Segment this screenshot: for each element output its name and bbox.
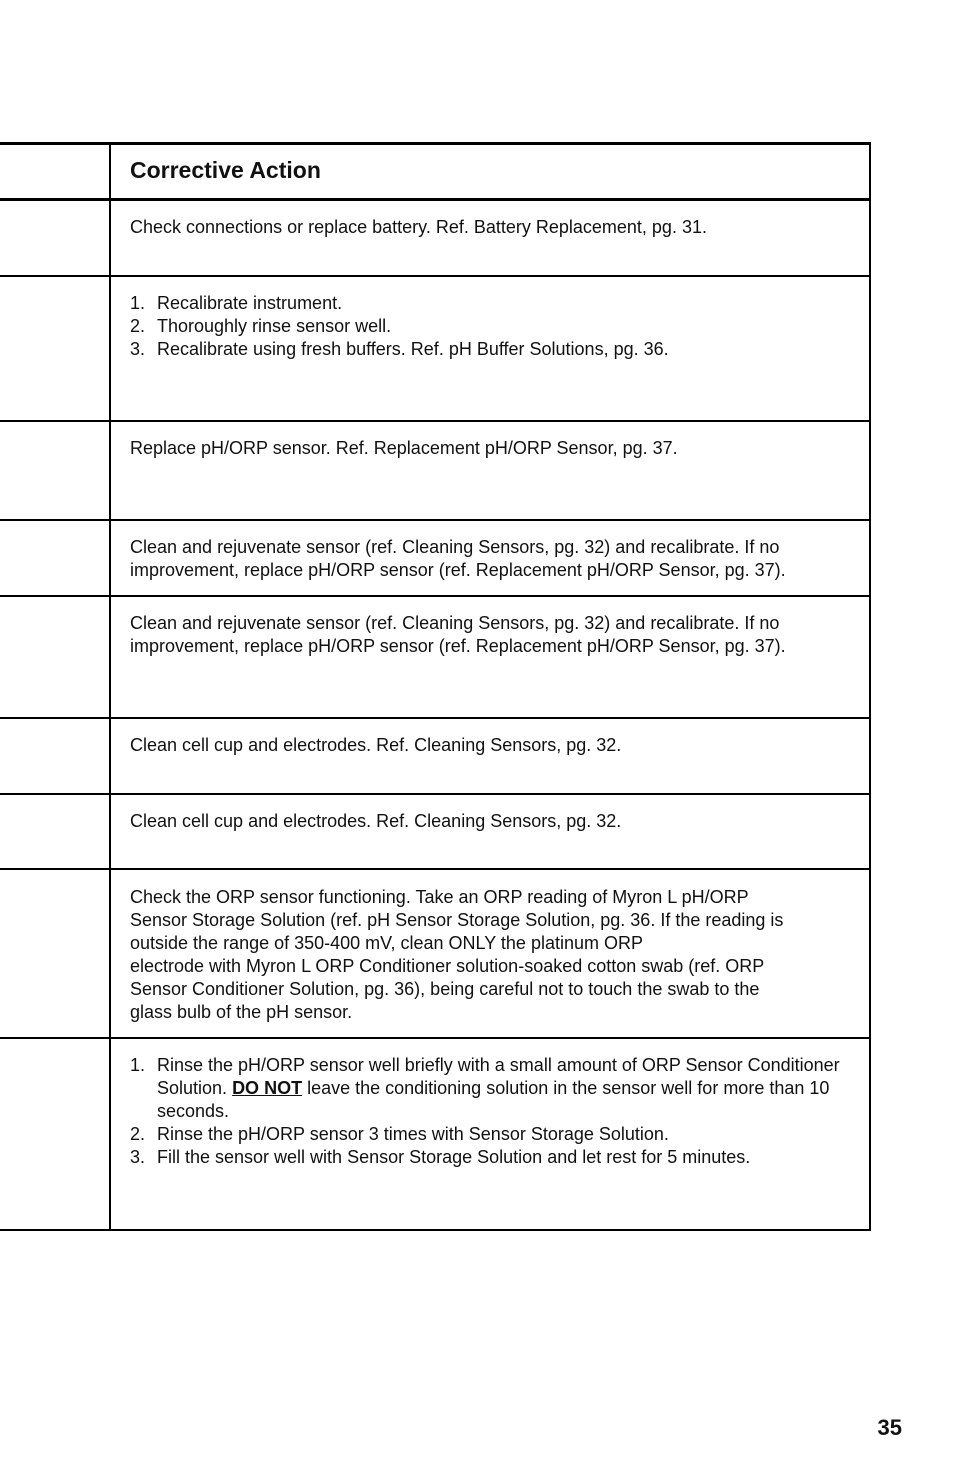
left-cell (0, 422, 111, 519)
left-cell (0, 277, 111, 420)
table-row (0, 1039, 869, 1229)
list-item (130, 1123, 849, 1146)
table-row (0, 795, 869, 870)
step-number: 2. (130, 1124, 146, 1144)
action-text-line: Sensor Conditioner Solution, pg. 36), being careful not to touch the swab to the (130, 979, 760, 999)
action-text-line: Sensor Storage Solution (ref. pH Sensor Storage Solution, pg. 36. If the reading is (130, 910, 784, 930)
header-left-cell (0, 145, 111, 198)
page-number: 35 (877, 1415, 902, 1440)
left-cell (0, 1039, 111, 1229)
action-cell (111, 597, 869, 717)
step-text-part: leave the conditioning solution in the sensor well for more than 10 seconds. (157, 1078, 830, 1121)
action-text: Replace pH/ORP sensor. Ref. Replacement pH/ORP Sensor, pg. 37. (130, 438, 678, 458)
action-cell (111, 1039, 869, 1229)
step-text: Fill the sensor well with Sensor Storage Solution and let rest for 5 minutes. (157, 1147, 751, 1167)
action-text-line: electrode with Myron L ORP Conditioner solution-soaked cotton swab (ref. ORP (130, 956, 765, 976)
list-item (130, 1146, 849, 1169)
action-text: Clean cell cup and electrodes. Ref. Cleaning Sensors, pg. 32. (130, 735, 622, 755)
table-header-row (0, 145, 869, 201)
action-text-line: outside the range of 350-400 mV, clean ONLY the platinum ORP (130, 933, 643, 953)
step-text: Rinse the pH/ORP sensor 3 times with Sensor Storage Solution. (157, 1124, 669, 1144)
step-text: Recalibrate instrument. (157, 293, 343, 313)
left-cell (0, 521, 111, 595)
list-item (130, 315, 849, 338)
left-cell (0, 795, 111, 868)
step-list (130, 292, 849, 361)
left-cell (0, 597, 111, 717)
action-text-line: Check the ORP sensor functioning. Take an ORP reading of Myron L pH/ORP (130, 887, 749, 907)
action-cell (111, 422, 869, 519)
action-cell (111, 201, 869, 275)
action-cell (111, 277, 869, 420)
action-text-line: glass bulb of the pH sensor. (130, 1002, 353, 1022)
action-cell (111, 521, 869, 595)
action-cell (111, 795, 869, 868)
list-item (130, 338, 849, 361)
step-number: 1. (130, 1055, 146, 1075)
left-cell (0, 719, 111, 793)
step-number: 3. (130, 1147, 146, 1167)
action-cell (111, 870, 869, 1037)
step-number: 1. (130, 293, 146, 313)
list-item (130, 292, 849, 315)
left-cell (0, 870, 111, 1037)
step-text: Thoroughly rinse sensor well. (157, 316, 392, 336)
table-row (0, 597, 869, 719)
list-item (130, 1054, 849, 1123)
action-text: Clean and rejuvenate sensor (ref. Cleaning Sensors, pg. 32) and recalibrate. If no improvement, replace pH/ORP sensor (ref. Replacement pH/ORP Sensor, pg. 37). (130, 537, 786, 580)
table-row (0, 277, 869, 422)
table-row (0, 201, 869, 277)
action-cell (111, 719, 869, 793)
table-row (0, 719, 869, 795)
step-text (157, 1054, 849, 1123)
step-number: 2. (130, 316, 146, 336)
corrective-action-heading: Corrective Action (130, 157, 321, 183)
do-not-emphasis: DO NOT (232, 1078, 303, 1098)
step-number: 3. (130, 339, 146, 359)
step-text: Recalibrate using fresh buffers. Ref. pH Buffer Solutions, pg. 36. (157, 339, 669, 359)
table-row (0, 870, 869, 1039)
action-text: Clean cell cup and electrodes. Ref. Cleaning Sensors, pg. 32. (130, 811, 622, 831)
corrective-action-table (0, 142, 871, 1231)
step-text-part: Rinse the pH/ORP sensor well briefly with a small amount of ORP Sensor Conditioner Solution. (157, 1055, 840, 1098)
step-list (130, 1054, 849, 1169)
action-text: Check connections or replace battery. Ref. Battery Replacement, pg. 31. (130, 217, 707, 237)
action-text: Clean and rejuvenate sensor (ref. Cleaning Sensors, pg. 32) and recalibrate. If no improvement, replace pH/ORP sensor (ref. Replacement pH/ORP Sensor, pg. 37). (130, 613, 786, 656)
table-row (0, 521, 869, 597)
table-row (0, 422, 869, 521)
left-cell (0, 201, 111, 275)
